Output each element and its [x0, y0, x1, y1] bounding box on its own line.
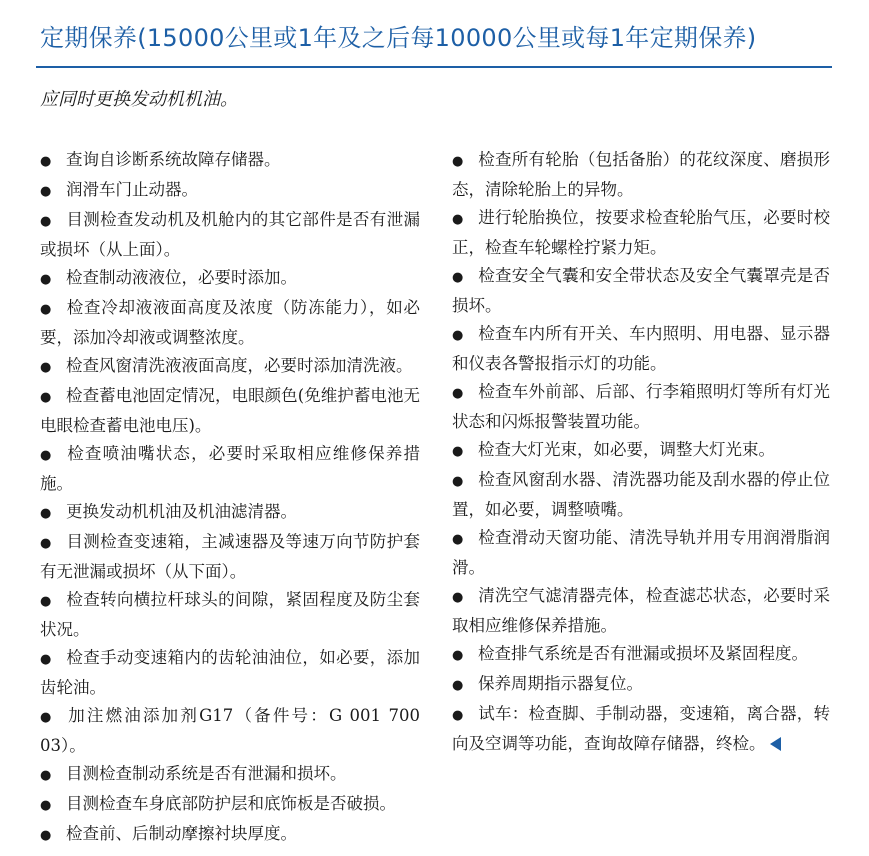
- bullet-icon: ●: [40, 272, 52, 287]
- bullet-icon: ●: [452, 212, 464, 227]
- list-item-text: 检查制动液液位，必要时添加。: [66, 268, 297, 287]
- list-item: [40, 820, 420, 850]
- bullet-icon: ●: [452, 678, 464, 693]
- page-title: 定期保养(15000公里或1年及之后每10000公里或每1年定期保养): [40, 24, 757, 52]
- list-item: [40, 176, 420, 206]
- bullet-icon: ●: [40, 536, 52, 551]
- list-item: [40, 146, 420, 176]
- list-item-text: 目测检查制动系统是否有泄漏和损坏。: [66, 764, 347, 783]
- list-item: [452, 670, 830, 700]
- list-item-text: 检查所有轮胎（包括备胎）的花纹深度、磨损形态，清除轮胎上的异物。: [452, 150, 830, 199]
- list-item-text: 检查风窗刮水器、清洗器功能及刮水器的停止位置，如必要，调整喷嘴。: [452, 470, 830, 519]
- bullet-icon: ●: [40, 390, 52, 405]
- list-item-text: 查询自诊断系统故障存储器。: [66, 150, 281, 169]
- bullet-icon: ●: [452, 590, 464, 605]
- list-item: [40, 294, 420, 352]
- list-item-text: 检查车内所有开关、车内照明、用电器、显示器和仪表各警报指示灯的功能。: [452, 324, 830, 373]
- bullet-icon: ●: [40, 798, 52, 813]
- bullet-icon: ●: [452, 154, 464, 169]
- list-item: [40, 586, 420, 644]
- list-item-text: 检查滑动天窗功能、清洗导轨并用专用润滑脂润滑。: [452, 528, 830, 577]
- list-item-text: 检查大灯光束，如必要，调整大灯光束。: [478, 440, 775, 459]
- list-item: [40, 702, 420, 760]
- bullet-icon: ●: [452, 708, 464, 723]
- list-item-text: 检查安全气囊和安全带状态及安全气囊罩壳是否损坏。: [452, 266, 830, 315]
- list-item: [40, 440, 420, 498]
- list-item-text: 润滑车门止动器。: [66, 180, 198, 199]
- list-item: [452, 204, 830, 262]
- bullet-icon: ●: [40, 506, 52, 521]
- bullet-icon: ●: [452, 474, 464, 489]
- bullet-icon: ●: [452, 270, 464, 285]
- bullet-icon: ●: [40, 768, 52, 783]
- bullet-icon: ●: [40, 302, 52, 317]
- title-divider: [36, 66, 832, 68]
- list-item: [452, 524, 830, 582]
- list-item: [452, 640, 830, 670]
- bullet-icon: ●: [452, 386, 464, 401]
- list-item-text: 加注燃油添加剂G17（备件号：G 001 700 03）。: [40, 706, 420, 755]
- bullet-icon: ●: [40, 594, 52, 609]
- bullet-icon: ●: [40, 652, 52, 667]
- list-item-text: 目测检查车身底部防护层和底饰板是否破损。: [66, 794, 396, 813]
- list-item-text: 更换发动机机油及机油滤清器。: [66, 502, 297, 521]
- bullet-icon: ●: [40, 828, 52, 843]
- bullet-icon: ●: [452, 648, 464, 663]
- list-item-text: 试车：检查脚、手制动器，变速箱，离合器，转向及空调等功能，查询故障存储器，终检。: [452, 704, 830, 753]
- list-item-text: 目测检查变速箱，主减速器及等速万向节防护套有无泄漏或损坏（从下面）。: [40, 532, 420, 581]
- bullet-icon: ●: [40, 360, 52, 375]
- list-item: [40, 790, 420, 820]
- list-item-text: 检查风窗清洗液液面高度，必要时添加清洗液。: [66, 356, 413, 375]
- list-item-text: 清洗空气滤清器壳体，检查滤芯状态，必要时采取相应维修保养措施。: [452, 586, 830, 635]
- list-item: [40, 352, 420, 382]
- list-item: [452, 700, 830, 758]
- list-item: [452, 436, 830, 466]
- list-item-text: 检查转向横拉杆球头的间隙，紧固程度及防尘套状况。: [40, 590, 420, 639]
- page-subtitle: 应同时更换发动机机油。: [40, 89, 238, 110]
- list-item: [452, 466, 830, 524]
- bullet-icon: ●: [40, 710, 52, 725]
- list-item-text: 检查排气系统是否有泄漏或损坏及紧固程度。: [478, 644, 808, 663]
- section-end-triangle-icon: [770, 737, 781, 751]
- bullet-icon: ●: [452, 532, 464, 547]
- list-item: [452, 378, 830, 436]
- list-item: [40, 498, 420, 528]
- list-item: [40, 528, 420, 586]
- list-item-text: 检查冷却液液面高度及浓度（防冻能力），如必要，添加冷却液或调整浓度。: [40, 298, 420, 347]
- list-item-text: 目测检查发动机及机舱内的其它部件是否有泄漏或损坏（从上面）。: [40, 210, 420, 259]
- list-item-text: 检查喷油嘴状态，必要时采取相应维修保养措施。: [40, 444, 420, 493]
- list-item: [452, 582, 830, 640]
- left-checklist: [40, 146, 420, 850]
- bullet-icon: ●: [40, 154, 52, 169]
- list-item: [40, 760, 420, 790]
- list-item: [40, 644, 420, 702]
- list-item: [452, 146, 830, 204]
- list-item-text: 检查前、后制动摩擦衬块厚度。: [66, 824, 297, 843]
- list-item: [40, 382, 420, 440]
- list-item-text: 保养周期指示器复位。: [478, 674, 643, 693]
- list-item: [452, 262, 830, 320]
- bullet-icon: ●: [452, 328, 464, 343]
- list-item: [40, 206, 420, 264]
- right-checklist: [452, 146, 830, 758]
- list-item: [40, 264, 420, 294]
- list-item-text: 检查手动变速箱内的齿轮油油位，如必要，添加齿轮油。: [40, 648, 420, 697]
- bullet-icon: ●: [452, 444, 464, 459]
- bullet-icon: ●: [40, 184, 52, 199]
- list-item-text: 进行轮胎换位，按要求检查轮胎气压，必要时校正，检查车轮螺栓拧紧力矩。: [452, 208, 830, 257]
- list-item-text: 检查蓄电池固定情况，电眼颜色(免维护蓄电池无电眼检查蓄电池电压)。: [40, 386, 420, 435]
- bullet-icon: ●: [40, 214, 52, 229]
- bullet-icon: ●: [40, 448, 52, 463]
- list-item-text: 检查车外前部、后部、行李箱照明灯等所有灯光状态和闪烁报警装置功能。: [452, 382, 830, 431]
- list-item: [452, 320, 830, 378]
